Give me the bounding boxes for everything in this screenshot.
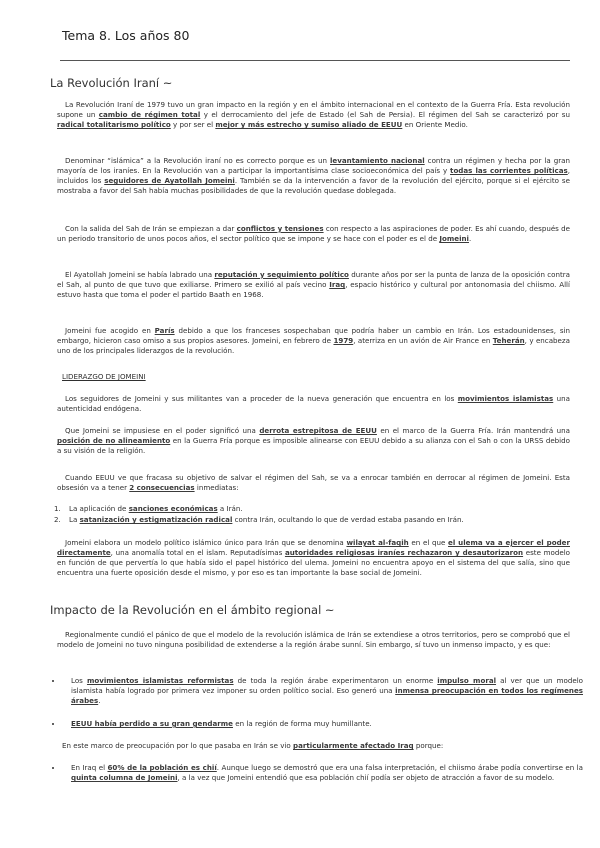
text-run: en la Guerra Fría porque es imposible alinearse con EEUU debido a su alianza con el Sah o con la URSS debido a su visión de la religión. [57,436,570,456]
underlined-term: 2 consecuencias [129,483,195,493]
underlined-term: Teherán [492,336,525,346]
text-run: inmediatas: [194,483,239,493]
text-run: En Iraq el [71,763,108,772]
text-run: , y encabeza uno de los principales liderazgos de la revolución. [57,336,570,356]
paragraph [57,270,570,300]
text-run: en el que [408,538,449,547]
text-run: al ver que un modelo islamista había logrado por primera vez imponer su orden político social. Eso generó una [71,676,584,696]
underlined-term: reputación y seguimiento político [214,270,349,279]
text-run: una autenticidad endógena. [57,394,570,414]
underlined-term: derrota estrepitosa de EEUU [259,426,377,435]
list-item [63,719,583,729]
text-run: . Aunque luego se demostró que era una falsa interpretación, el chiismo árabe podía convertirse en la [216,763,583,772]
underlined-term: levantamiento nacional [330,156,425,165]
paragraph [62,741,443,750]
underlined-term: Jomeini [439,234,469,244]
underlined-term: autoridades religiosas iraníes rechazaron y desautorizaron [284,548,524,558]
paragraph [57,426,570,456]
paragraph [57,538,570,578]
underlined-term: impulso moral [437,676,497,685]
text-run: en Oriente Medio. [402,120,468,130]
text-run: este modelo en función de que pervertía lo que había sido el papel histórico del ulema. Jomeini no encuentra apoyo en el sistema del que salía, sino que encuentra una fuerte oposición desde el mismo, y por eso es tan importante la base social de Jomeini. [57,548,571,578]
text-run: El Ayatollah Jomeini se había labrado una [65,270,215,279]
text-run: Cuando EEUU ve que fracasa su objetivo de salvar el régimen del Sah, se va a enrocar también en derrocar al régimen de Jomeini. Esta obsesión va a tener [57,473,570,493]
underlined-term: particularmente afectado Iraq [293,741,414,750]
underlined-term: movimientos islamistas reformistas [86,676,234,685]
text-run: con respecto a las aspiraciones de poder. Es ahí cuando, después de un periodo transitorio de unos pocos años, el sector político que se impone y se hace con el poder es el de [57,224,571,244]
text-run: y por ser el [170,120,216,130]
paragraph [57,326,570,356]
underlined-term: satanización y estigmatización radical [79,515,233,525]
paragraph [57,473,570,493]
text-run: Que Jomeini se impusiese en el poder significó una [65,426,260,435]
underlined-term: EEUU había perdido a su gran gendarme [71,719,233,728]
paragraph [57,630,570,650]
list-item [63,514,583,525]
text-run: Con la salida del Sah de Irán se empiezan a dar [65,224,237,233]
text-run: Los seguidores de Jomeini y sus militantes van a proceder de la nueva generación que encuentra en los [65,394,458,403]
text-run: contra un régimen y hecha por la gran mayoría de los iraníes. En la Revolución van a participar la importantísima clase socioeconómica del país y [57,156,570,176]
underlined-term: el ulema va a ejercer el poder directamente [57,538,570,558]
underlined-term: movimientos islamistas [457,394,554,403]
text-run: . [469,234,472,244]
text-run: . También se da la intervención a favor de la revolución del ejército, porque si el ejército se mostraba a favor del Sah había muchas posibilidades de que la revolución quedase doblegada. [57,176,570,196]
text-run: y el derrocamiento del jefe de Estado (el Sah de Persia). El régimen del Sah se caracterizó por su [200,110,571,120]
text-run: a Irán. [217,504,243,513]
underlined-term: radical totalitarismo político [57,120,171,130]
section-heading-impacto: Impacto de la Revolución en el ámbito regional ~ [50,603,335,617]
list-item [63,763,583,783]
text-run: La Revolución Iraní de 1979 tuvo un gran impacto en la región y en el ámbito internacional en el contexto de la Guerra Fría. Esta revolución supone un [57,100,570,120]
paragraph [57,224,570,244]
underlined-term: quinta columna de Jomeini [71,773,178,783]
list-item [63,503,583,514]
underlined-term: wilayat al-faqih [346,538,409,547]
text-run: Jomeini elabora un modelo político islámico único para Irán que se denomina [65,538,347,547]
underlined-term: posición de no alineamiento [57,436,171,446]
text-run: Denominar “islámica” a la Revolución iraní no es correcto porque es un [65,156,330,165]
text-run: , una anomalía total en el islam. Reputadísimas [110,548,285,558]
text-run: . [98,696,101,706]
underlined-term: mejor y más estrecho y sumiso aliado de EEUU [215,120,403,130]
impact-list [45,676,583,706]
underlined-term: Iraq [329,280,346,290]
underlined-term: 60% de la población es chií [107,763,217,772]
paragraph [57,100,570,130]
section-heading-revolucion: La Revolución Iraní ~ [50,76,173,90]
underlined-term: sanciones económicas [128,504,218,513]
underlined-term: inmensa preocupación en todos los regímenes árabes [71,686,583,706]
text-run: Regionalmente cundió el pánico de que el modelo de la revolución islámica de Irán se extendiese a otros territorios, pero se comprobó que el modelo de Jomeini no tuvo ninguna posibilidad de extenderse a la región árabe sunní. Sin embargo, sí tuvo un inmenso impacto, y es que: [57,630,570,650]
underlined-term: todas las corrientes políticas [450,166,568,176]
text-run: en el marco de la Guerra Fría. Irán mantendrá una [376,426,570,435]
text-run: En este marco de preocupación por lo que pasaba en Irán se vio [62,741,294,750]
text-run: contra Irán, ocultando lo que de verdad estaba pasando en Irán. [232,515,464,525]
consequences-list [45,503,583,526]
underlined-term: París [154,326,175,335]
text-run: durante años por ser la punta de lanza de la oposición contra el Sah, al punto de que tuvo que exiliarse. Primero se exilió al país vecino [57,270,571,290]
text-run: , aterriza en un avión de Air France en [353,336,493,346]
paragraph [57,394,570,414]
underlined-term: cambio de régimen total [98,110,201,120]
title-divider [60,60,570,61]
text-run: porque: [413,741,444,750]
page-title: Tema 8. Los años 80 [62,28,190,43]
list-item [63,676,583,706]
text-run: de toda la región árabe experimentaron un enorme [233,676,438,685]
underlined-term: conflictos y tensiones [236,224,324,233]
iraq-list [45,763,583,783]
text-run: en la región de forma muy humillante. [233,719,372,728]
text-run: debido a que los franceses sospechaban que podría haber un cambio en Irán. Los estadounidenses, sin embargo, hicieron caso omiso a sus propios asesores. Jomeini, en febrero de [57,326,570,346]
text-run: , espacio histórico y cultural por antonomasia del chiismo. Allí estuvo hasta que toma el poder el partido Baath en 1968. [57,280,570,300]
text-run: La [69,515,80,525]
text-run: , incluidos los [57,166,570,186]
underlined-term: seguidores de Ayatollah Jomeini [104,176,235,186]
paragraph [57,156,570,196]
impact-list [45,719,583,729]
text-run: , a la vez que Jomeini entendió que esa población chií podía ser objeto de atracción a favor de su modelo. [177,773,555,783]
underlined-term: 1979 [333,336,354,346]
subheading-liderazgo: LIDERAZGO DE JOMEINI [62,372,146,381]
text-run: La aplicación de [69,504,129,513]
text-run: Los [71,676,87,685]
text-run: Jomeini fue acogido en [65,326,155,335]
